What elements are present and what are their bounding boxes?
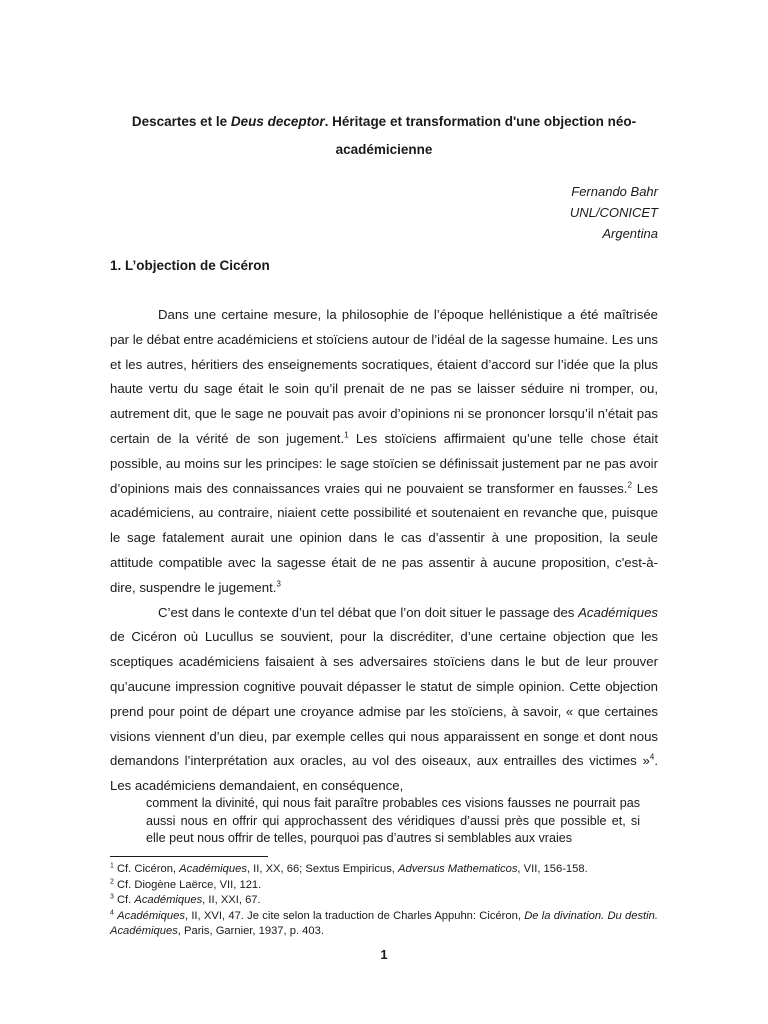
page-number: 1 bbox=[380, 947, 388, 962]
footnote-1 bbox=[110, 862, 658, 878]
footnote-italic: Académiques bbox=[179, 863, 247, 875]
paper-title bbox=[110, 108, 658, 164]
quote-text: comment la divinité, qui nous fait paraître probables ces visions fausses ne pourrait pas aussi nous en offrir qui approchassent des véridiques d’aussi près que possible et, si elle peut nous offrir de telles, pourquoi pas d’autres si semblables aux vraies bbox=[146, 796, 640, 845]
author-country: Argentina bbox=[602, 226, 658, 241]
footnote-text: , Paris, Garnier, 1937, p. 403. bbox=[177, 925, 324, 937]
paragraph-text: de Cicéron où Lucullus se souvient, pour la discréditer, d’une certaine objection que les sceptiques académiciens faisaient à ses adversaires stoïciens dans le but de leur prouver qu’aucune impression cognitive pouvait dépasser le statut de simple opinion. Cette objection prend pour point de départ une croyance admise par les stoïciens, à savoir, « que certaines visions viennent d’un dieu, par exemple celles qui nous apparaissent en songe et dont nous demandons l’interprétation aux oracles, au vol des oiseaux, aux entrailles des victimes » bbox=[110, 629, 658, 769]
footnote-ref[interactable]: 4 bbox=[649, 752, 655, 762]
paragraph-1 bbox=[110, 303, 658, 601]
title-text-rest: . Héritage et transformation d'une objection néo-académicienne bbox=[324, 114, 637, 157]
footnote-text: , II, XX, 66; Sextus Empiricus, bbox=[246, 863, 399, 875]
author-affiliation: UNL/CONICET bbox=[569, 205, 658, 220]
paragraph-text: Les stoïciens affirmaient qu’une telle chose était possible, au moins sur les principes: le sage stoïcien se définissait justement par ne pas avoir d’opinions mais des connaissances vraies qui ne pouvaient se transformer en fausses. bbox=[110, 430, 658, 496]
footnote-ref[interactable]: 3 bbox=[276, 579, 281, 589]
section-heading: 1. L’objection de Cicéron bbox=[110, 258, 270, 273]
paragraph-italic: Académiques bbox=[578, 604, 658, 620]
paragraph-text: Dans une certaine mesure, la philosophie de l’époque hellénistique a été maîtrisée par le débat entre académiciens et stoïciens autour de l’idéal de la sagesse humaine. Les uns et les autres, héritiers des enseignements socratiques, étaient d’accord sur l’idée que la plus haute vertu du sage était le soin qu’il prenait de ne pas se laisser séduire ni tromper, ou, autrement dit, que le sage ne pouvait pas avoir d’opinions ni se prononcer lorsqu’il n’était pas certain de la vérité de son jugement. bbox=[110, 307, 658, 446]
footnote-ref[interactable]: 1 bbox=[344, 430, 349, 440]
footnote-text: , II, XXI, 67. bbox=[202, 894, 261, 906]
footnote-3 bbox=[110, 893, 658, 909]
footnote-4 bbox=[110, 909, 658, 940]
footnote-italic: Académiques bbox=[117, 909, 185, 922]
footnote-2 bbox=[110, 878, 658, 894]
footnote-italic: De la divination. Du destin. Académiques bbox=[110, 909, 658, 937]
footnote-divider bbox=[110, 856, 268, 857]
footnote-text: Cf. Diogène Laërce, VII, 121. bbox=[113, 878, 262, 891]
footnote-number: 3 bbox=[110, 893, 114, 901]
block-quote bbox=[146, 795, 640, 848]
footnote-text: Cf. bbox=[113, 894, 135, 906]
footnote-number: 4 bbox=[110, 908, 114, 916]
paragraph-text: . Les académiciens demandaient, en conséquence, bbox=[110, 753, 658, 794]
footnote-number: 1 bbox=[110, 862, 114, 870]
paragraph-2 bbox=[110, 601, 658, 799]
footnote-italic: Adversus Mathematicos bbox=[398, 863, 518, 875]
title-italic: Deus deceptor bbox=[230, 114, 325, 129]
footnote-ref[interactable]: 2 bbox=[627, 480, 632, 490]
author-name: Fernando Bahr bbox=[571, 184, 658, 199]
paragraph-text: C’est dans le contexte d’un tel débat que l’on doit situer le passage des bbox=[158, 604, 579, 620]
footnote-text: Cf. Cicéron, bbox=[113, 863, 180, 875]
title-text: Descartes et le bbox=[131, 114, 231, 129]
body-text bbox=[110, 303, 658, 799]
author-block bbox=[570, 181, 658, 244]
paragraph-text: Les académiciens, au contraire, niaient cette possibilité et soutenaient en revanche que, puisque le sage fatalement aurait une opinion dans le cas d’assentir à une proposition, la seule attitude compatible avec la sagesse était de ne pas assentir à aucune proposition, c'est-à-dire, suspendre le jugement. bbox=[110, 480, 658, 595]
footnote-italic: Académiques bbox=[134, 894, 203, 906]
footnote-text: , VII, 156-158. bbox=[517, 863, 588, 875]
footnote-text: , II, XVI, 47. Je cite selon la traduction de Charles Appuhn: Cicéron, bbox=[184, 909, 525, 922]
footnote-number: 2 bbox=[110, 877, 114, 885]
footnotes bbox=[110, 862, 658, 940]
